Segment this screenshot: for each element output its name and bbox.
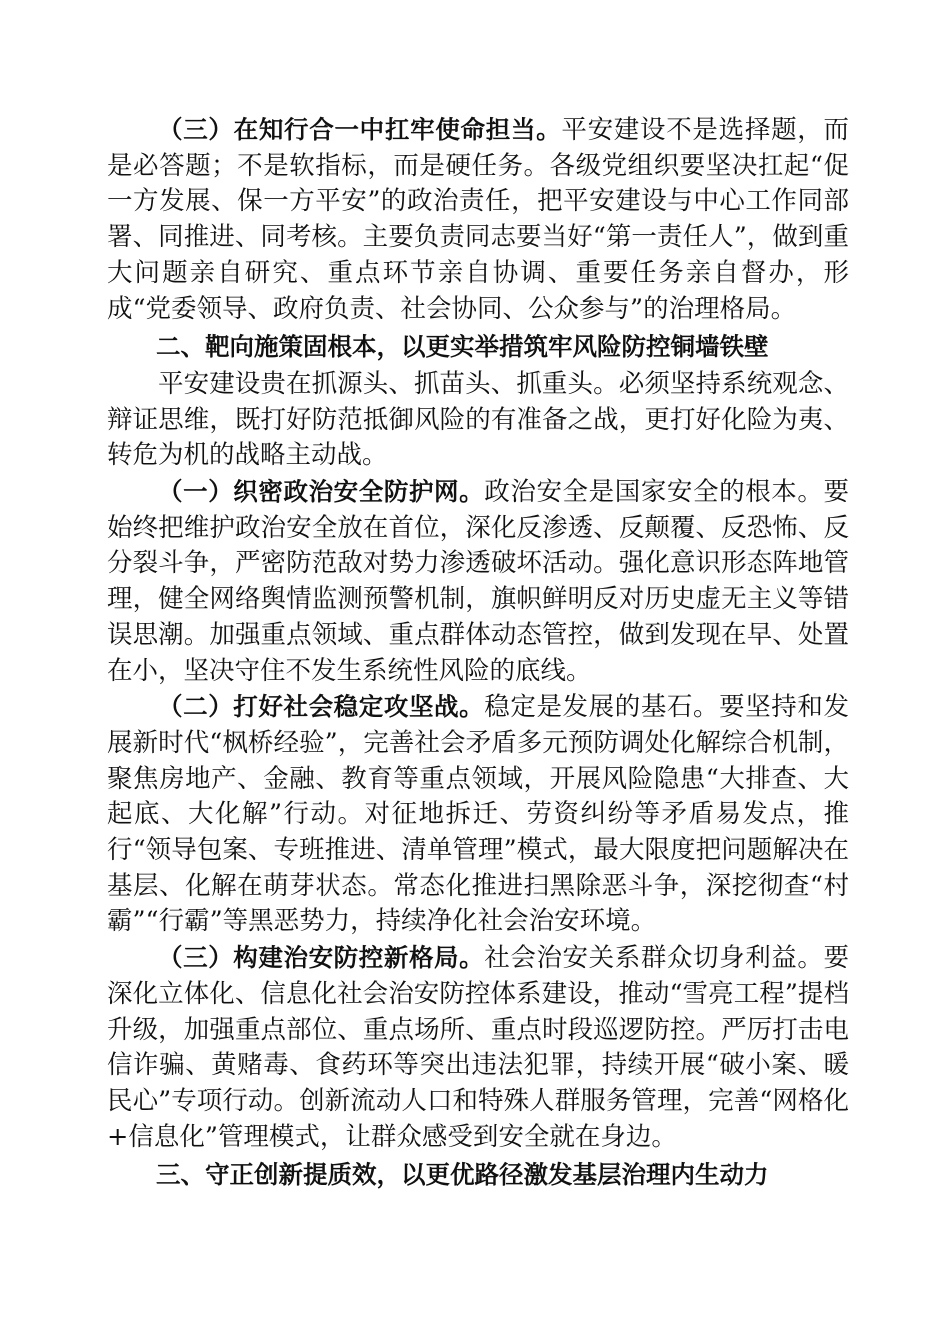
paragraph-lead: （三）在知行合一中扛牢使命担当。 — [158, 115, 562, 144]
paragraph-public-security — [107, 940, 849, 1155]
paragraph-social-stability — [107, 689, 849, 940]
paragraph-text: 社会治安关系群众切身利益。要深化立体化、信息化社会治安防控体系建设，推动“雪亮工程”提档升级，加强重点部位、重点场所、重点时段巡逻防控。严厉打击电信诈骗、黄赌毒、食药环等突出违法犯罪，持续开展“破小案、暖民心”专项行动。创新流动人口和特殊人群服务管理，完善“网格化+信息化”管理模式，让群众感受到安全就在身边。 — [107, 943, 849, 1152]
paragraph-lead: （一）织密政治安全防护网。 — [158, 477, 485, 507]
section-heading-three: 三、守正创新提质效，以更优路径激发基层治理内生动力 — [156, 1160, 769, 1190]
paragraph-intro — [107, 367, 849, 474]
section-heading-two: 二、靶向施策固根本，以更实举措筑牢风险防控铜墙铁壁 — [156, 332, 769, 362]
paragraph-text: 平安建设不是选择题，而是必答题；不是软指标，而是硬任务。各级党组织要坚决扛起“促一方发展、保一方平安”的政治责任，把平安建设与中心工作同部署、同推进、同考核。主要负责同志要当好“第一责任人”，做到重大问题亲自研究、重点环节亲自协调、重要任务亲自督办，形成“党委领导、政府负责、社会协同、公众参与”的治理格局。 — [107, 115, 849, 324]
paragraph-responsibility — [107, 112, 849, 327]
paragraph-political-security — [107, 474, 849, 689]
paragraph-lead: （二）打好社会稳定攻坚战。 — [158, 692, 485, 722]
paragraph-text: 平安建设贵在抓源头、抓苗头、抓重头。必须坚持系统观念、辩证思维，既打好防范抵御风险的有准备之战，更打好化险为夷、转危为机的战略主动战。 — [107, 368, 849, 471]
paragraph-lead: （三）构建治安防控新格局。 — [158, 943, 485, 973]
paragraph-text: 政治安全是国家安全的根本。要始终把维护政治安全放在首位，深化反渗透、反颠覆、反恐怖、反分裂斗争，严密防范敌对势力渗透破坏活动。强化意识形态阵地管理，健全网络舆情监测预警机制，旗帜鲜明反对历史虚无主义等错误思潮。加强重点领域、重点群体动态管控，做到发现在早、处置在小，坚决守住不发生系统性风险的底线。 — [107, 477, 849, 686]
paragraph-text: 稳定是发展的基石。要坚持和发展新时代“枫桥经验”，完善社会矛盾多元预防调处化解综合机制，聚焦房地产、金融、教育等重点领域，开展风险隐患“大排查、大起底、大化解”行动。对征地拆迁、劳资纠纷等矛盾易发点，推行“领导包案、专班推进、清单管理”模式，最大限度把问题解决在基层、化解在萌芽状态。常态化推进扫黑除恶斗争，深挖彻查“村霸”“行霸”等黑恶势力，持续净化社会治安环境。 — [107, 692, 849, 937]
document-page — [107, 112, 849, 1195]
